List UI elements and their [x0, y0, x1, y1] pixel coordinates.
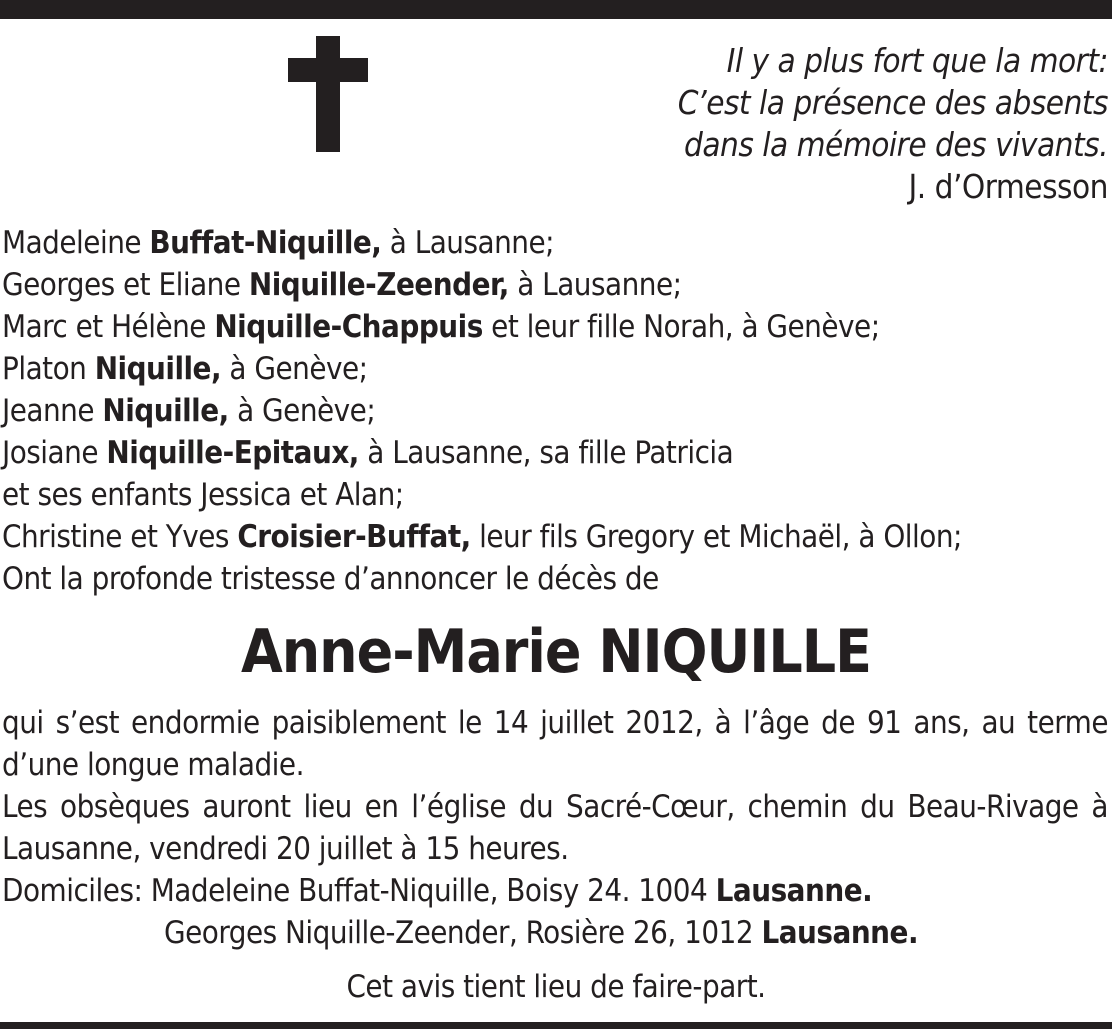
- family-entry: Jeanne Niquille, à Genève;: [2, 393, 376, 429]
- domicile-line: Domiciles: Madeleine Buffat-Niquille, Boisy 24. 1004 Lausanne.: [2, 873, 873, 909]
- family-entry: Marc et Hélène Niquille-Chappuis et leur fille Norah, à Genève;: [2, 309, 880, 345]
- announcement-text: Ont la profonde tristesse d’annoncer le décès de: [2, 561, 659, 597]
- family-entry: Madeleine Buffat-Niquille, à Lausanne;: [2, 225, 555, 261]
- epigraph-author: J. d’Ormesson: [908, 167, 1108, 206]
- family-list: [2, 222, 1108, 600]
- family-entry: et ses enfants Jessica et Alan;: [2, 477, 404, 513]
- deceased-name: Anne-Marie NIQUILLE: [240, 617, 872, 687]
- epigraph-line: Il y a plus fort que la mort:: [726, 41, 1108, 80]
- family-entry: Christine et Yves Croisier-Buffat, leur fils Gregory et Michaël, à Ollon;: [2, 519, 962, 555]
- epigraph: [678, 40, 1108, 208]
- epigraph-line: dans la mémoire des vivants.: [684, 125, 1108, 164]
- closing-text: Cet avis tient lieu de faire-part.: [346, 969, 766, 1005]
- domicile-line: Georges Niquille-Zeender, Rosière 26, 1012 Lausanne.: [164, 915, 919, 951]
- top-rule: [0, 0, 1112, 19]
- bottom-rule: [0, 1022, 1112, 1029]
- family-entry: Josiane Niquille-Epitaux, à Lausanne, sa fille Patricia: [2, 435, 734, 471]
- family-entry: Platon Niquille, à Genève;: [2, 351, 368, 387]
- cross-icon: [288, 36, 368, 152]
- passing-text: qui s’est endormie paisiblement le 14 juillet 2012, à l’âge de 91 ans, au terme d’une longue maladie.: [2, 705, 1108, 783]
- notice-details: [2, 702, 1108, 954]
- funeral-text: Les obsèques auront lieu en l’église du Sacré-Cœur, chemin du Beau-Rivage à Lausanne, vendredi 20 juillet à 15 heures.: [2, 789, 1108, 867]
- family-entry: Georges et Eliane Niquille-Zeender, à Lausanne;: [2, 267, 682, 303]
- epigraph-line: C’est la présence des absents: [677, 83, 1108, 122]
